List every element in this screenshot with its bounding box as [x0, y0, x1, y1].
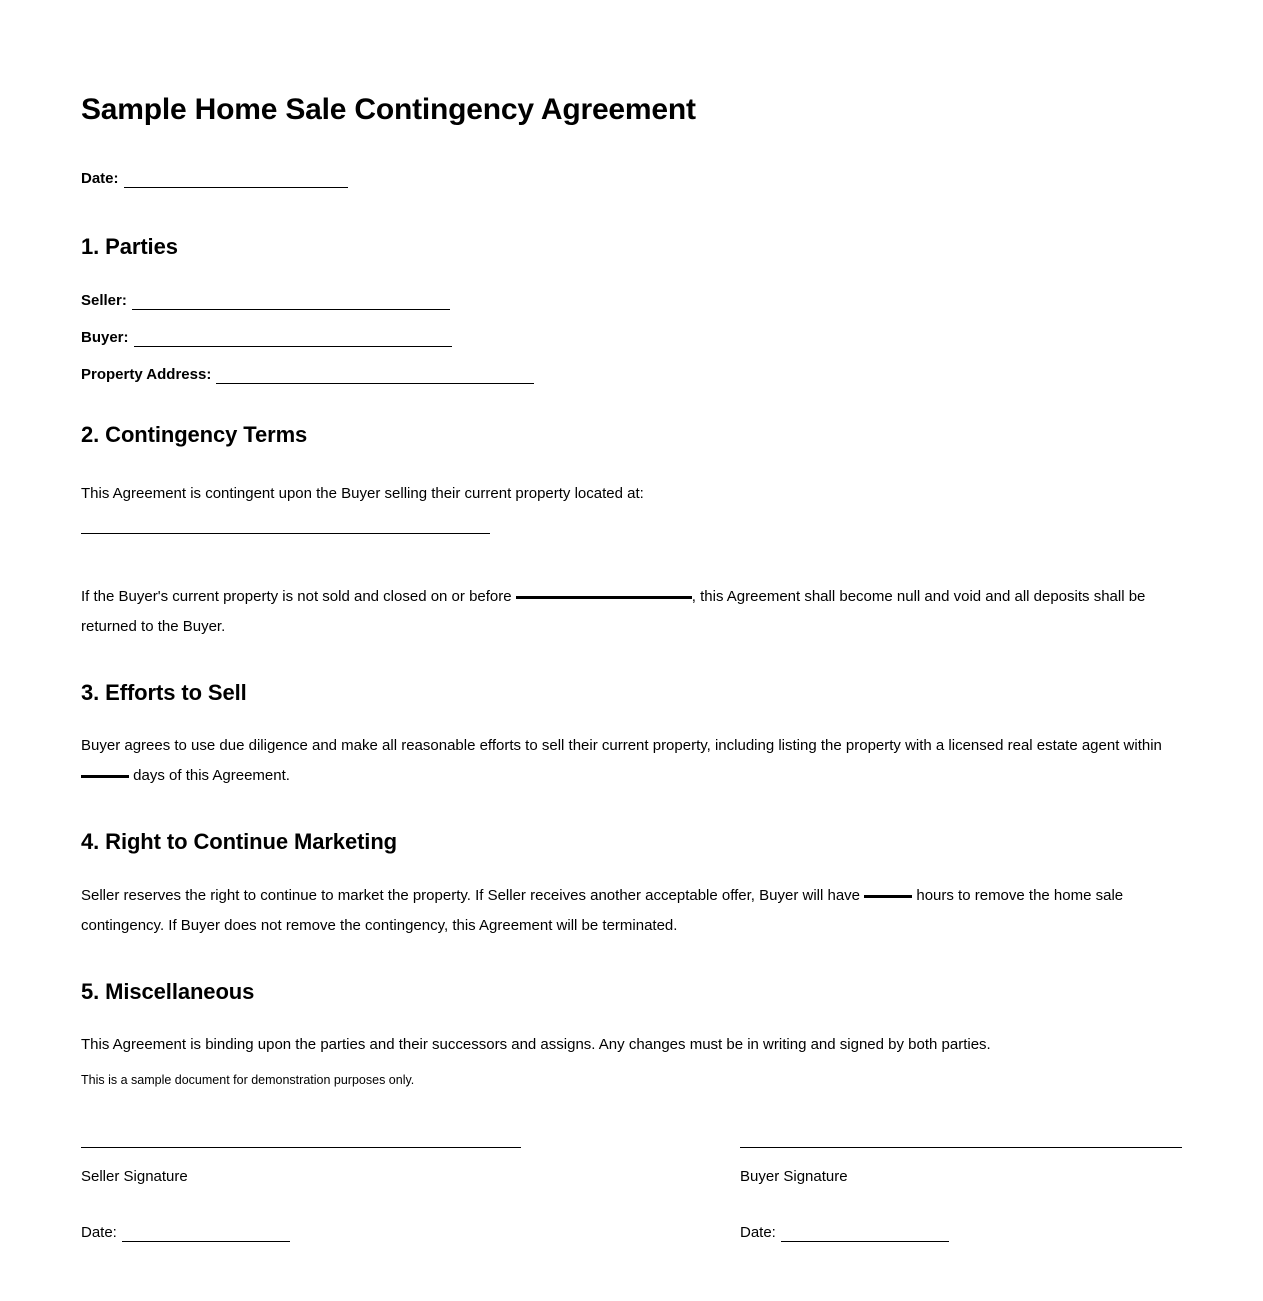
page-title: Sample Home Sale Contingency Agreement: [81, 93, 696, 126]
seller-signature-line[interactable]: [81, 1147, 521, 1148]
property-address-label: Property Address:: [81, 366, 212, 384]
buyer-signature-label: Buyer Signature: [740, 1168, 848, 1186]
seller-signature-label: Seller Signature: [81, 1168, 188, 1186]
document-date-row: [81, 170, 1182, 188]
marketing-hours-blank[interactable]: [864, 886, 912, 898]
contingency-clause-before-blank: If the Buyer's current property is not sold and closed on or before: [81, 587, 512, 605]
efforts-clause-after-blank: days of this Agreement.: [133, 767, 290, 785]
marketing-clause-after-blank: hours to remove the home sale contingency. If Buyer does not remove the contingency, this Agreement will be terminated.: [81, 886, 1124, 934]
seller-label: Seller:: [81, 292, 127, 310]
property-address-row: [81, 366, 1182, 384]
seller-name-blank[interactable]: [132, 295, 450, 310]
contingency-deadline-paragraph: [81, 582, 1182, 642]
contingency-clause-after-blank: , this Agreement shall become null and void and all deposits shall be returned to the Buyer.: [81, 587, 1146, 635]
contingency-deadline-date-blank[interactable]: [516, 587, 692, 599]
marketing-clause-before-blank: Seller reserves the right to continue to market the property. If Seller receives another acceptable offer, Buyer will have: [81, 886, 861, 904]
seller-date-blank[interactable]: [122, 1227, 290, 1242]
miscellaneous-paragraph: This Agreement is binding upon the parties and their successors and assigns. Any changes must be in writing and signed by both parties.: [81, 1035, 991, 1053]
section-heading-parties: 1. Parties: [81, 234, 178, 259]
contingency-intro-text: This Agreement is contingent upon the Buyer selling their current property located at:: [81, 484, 644, 502]
buyer-name-row: [81, 329, 1182, 347]
document-date-blank[interactable]: [124, 173, 348, 188]
seller-name-row: [81, 292, 1182, 310]
section-heading-efforts-to-sell: 3. Efforts to Sell: [81, 679, 247, 705]
buyer-label: Buyer:: [81, 329, 129, 347]
buyer-name-blank[interactable]: [134, 332, 452, 347]
buyer-date-blank[interactable]: [781, 1227, 949, 1242]
buyer-signature-column: [740, 1147, 1182, 1242]
right-to-market-paragraph: [81, 881, 1182, 941]
seller-date-row: [81, 1224, 521, 1242]
signature-block: [81, 1147, 1182, 1242]
seller-date-label: Date:: [81, 1224, 117, 1242]
sample-disclaimer-note: This is a sample document for demonstration purposes only.: [81, 1072, 415, 1087]
section-heading-miscellaneous: 5. Miscellaneous: [81, 978, 255, 1004]
seller-signature-column: [81, 1147, 521, 1242]
section-heading-contingency-terms: 2. Contingency Terms: [81, 422, 308, 448]
buyer-date-label: Date:: [740, 1224, 776, 1242]
buyer-signature-line[interactable]: [740, 1147, 1182, 1148]
section-heading-right-to-continue-marketing: 4. Right to Continue Marketing: [81, 829, 397, 855]
efforts-days-blank[interactable]: [81, 766, 129, 778]
document-date-label: Date:: [81, 170, 119, 187]
efforts-clause-before-blank: Buyer agrees to use due diligence and make all reasonable efforts to sell their current property, including listing the property with a licensed real estate agent within: [81, 737, 1162, 755]
property-address-blank[interactable]: [216, 369, 534, 384]
efforts-to-sell-paragraph: [81, 731, 1182, 791]
buyer-date-row: [740, 1224, 1182, 1242]
